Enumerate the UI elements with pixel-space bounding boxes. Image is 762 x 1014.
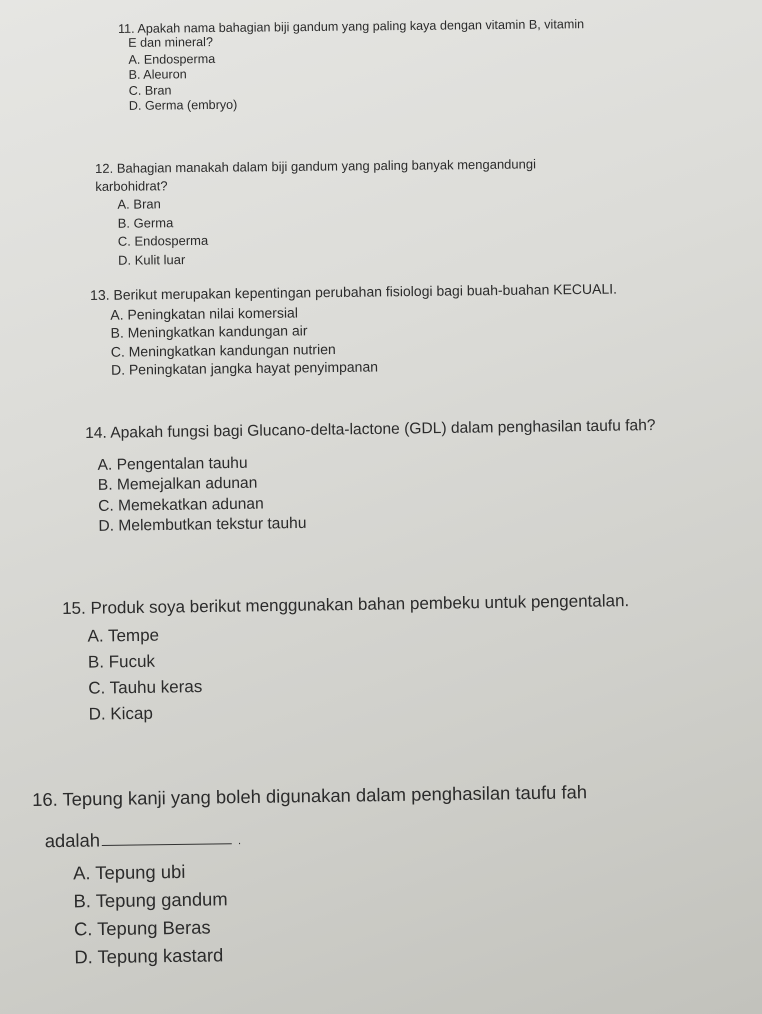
stem-line: 14. Apakah fungsi bagi Glucano-delta-lactone (GDL) dalam penghasilan taufu fah?: [85, 417, 656, 442]
answer-blank: [102, 825, 232, 846]
option-b: B. Tepung gandum: [73, 888, 228, 912]
option-list: [87, 616, 630, 728]
question-16: [32, 780, 589, 972]
option-a: A. Tepung ubi: [73, 861, 186, 884]
option-a: A. Endosperma: [128, 51, 216, 67]
question-stem: [95, 155, 536, 196]
option-list: [110, 300, 618, 379]
question-11: [118, 17, 585, 115]
option-d: D. Germa (embryo): [128, 97, 238, 114]
option-a: A. Bran: [117, 196, 161, 212]
option-c: C. Meningkatkan kandungan nutrien: [110, 340, 336, 360]
option-c: C. Tauhu keras: [88, 677, 203, 698]
option-b: B. Fucuk: [87, 651, 156, 672]
option-a: A. Peningkatan nilai komersial: [110, 304, 298, 323]
option-a: A. Pengentalan tauhu: [97, 454, 248, 474]
option-d: D. Tepung kastard: [74, 944, 224, 968]
question-stem: [32, 780, 588, 856]
question-stem: [118, 17, 584, 50]
option-c: C. Bran: [128, 83, 172, 98]
option-d: D. Kulit luar: [117, 251, 186, 268]
stem-line: 12. Bahagian manakah dalam biji gandum yang paling banyak mengandungi: [95, 156, 537, 176]
question-13: [90, 280, 618, 380]
option-b: B. Meningkatkan kandungan air: [110, 322, 308, 342]
stem-line: 16. Tepung kanji yang boleh digunakan dalam penghasilan taufu fah: [32, 781, 588, 810]
option-a: A. Tempe: [87, 625, 160, 646]
question-stem: [62, 590, 629, 620]
stem-line: E dan mineral?: [128, 35, 214, 50]
option-list: [73, 853, 589, 972]
option-c: C. Memekatkan adunan: [98, 495, 264, 515]
option-list: [117, 191, 537, 269]
question-14: [85, 416, 657, 537]
stem-line: karbohidrat?: [95, 178, 168, 194]
option-b: B. Germa: [117, 214, 174, 231]
option-b: B. Aleuron: [128, 67, 187, 83]
option-d: D. Kicap: [88, 703, 154, 724]
stem-line: 15. Produk soya berikut menggunakan bahan pembeku untuk pengentalan.: [62, 591, 630, 618]
stem-line: 11. Apakah nama bahagian biji gandum yang paling kaya dengan vitamin B, vitamin: [118, 17, 585, 36]
option-c: C. Tepung Beras: [73, 916, 211, 940]
stem-line: 13. Berikut merupakan kepentingan perubahan fisiologi bagi buah-buahan KECUALI.: [90, 280, 618, 303]
option-c: C. Endosperma: [117, 232, 209, 249]
question-stem: [85, 416, 656, 444]
stem-text: adalah: [44, 829, 101, 852]
option-list: [128, 48, 585, 114]
option-d: D. Melembutkan tekstur tauhu: [98, 514, 307, 535]
question-12: [95, 155, 537, 270]
option-b: B. Memejalkan adunan: [97, 474, 258, 495]
stem-line-with-blank: [33, 820, 588, 856]
blank-suffix: .: [237, 835, 242, 848]
option-d: D. Peningkatan jangka hayat penyimpanan: [110, 358, 379, 378]
option-list: [97, 448, 657, 537]
question-15: [62, 590, 631, 728]
